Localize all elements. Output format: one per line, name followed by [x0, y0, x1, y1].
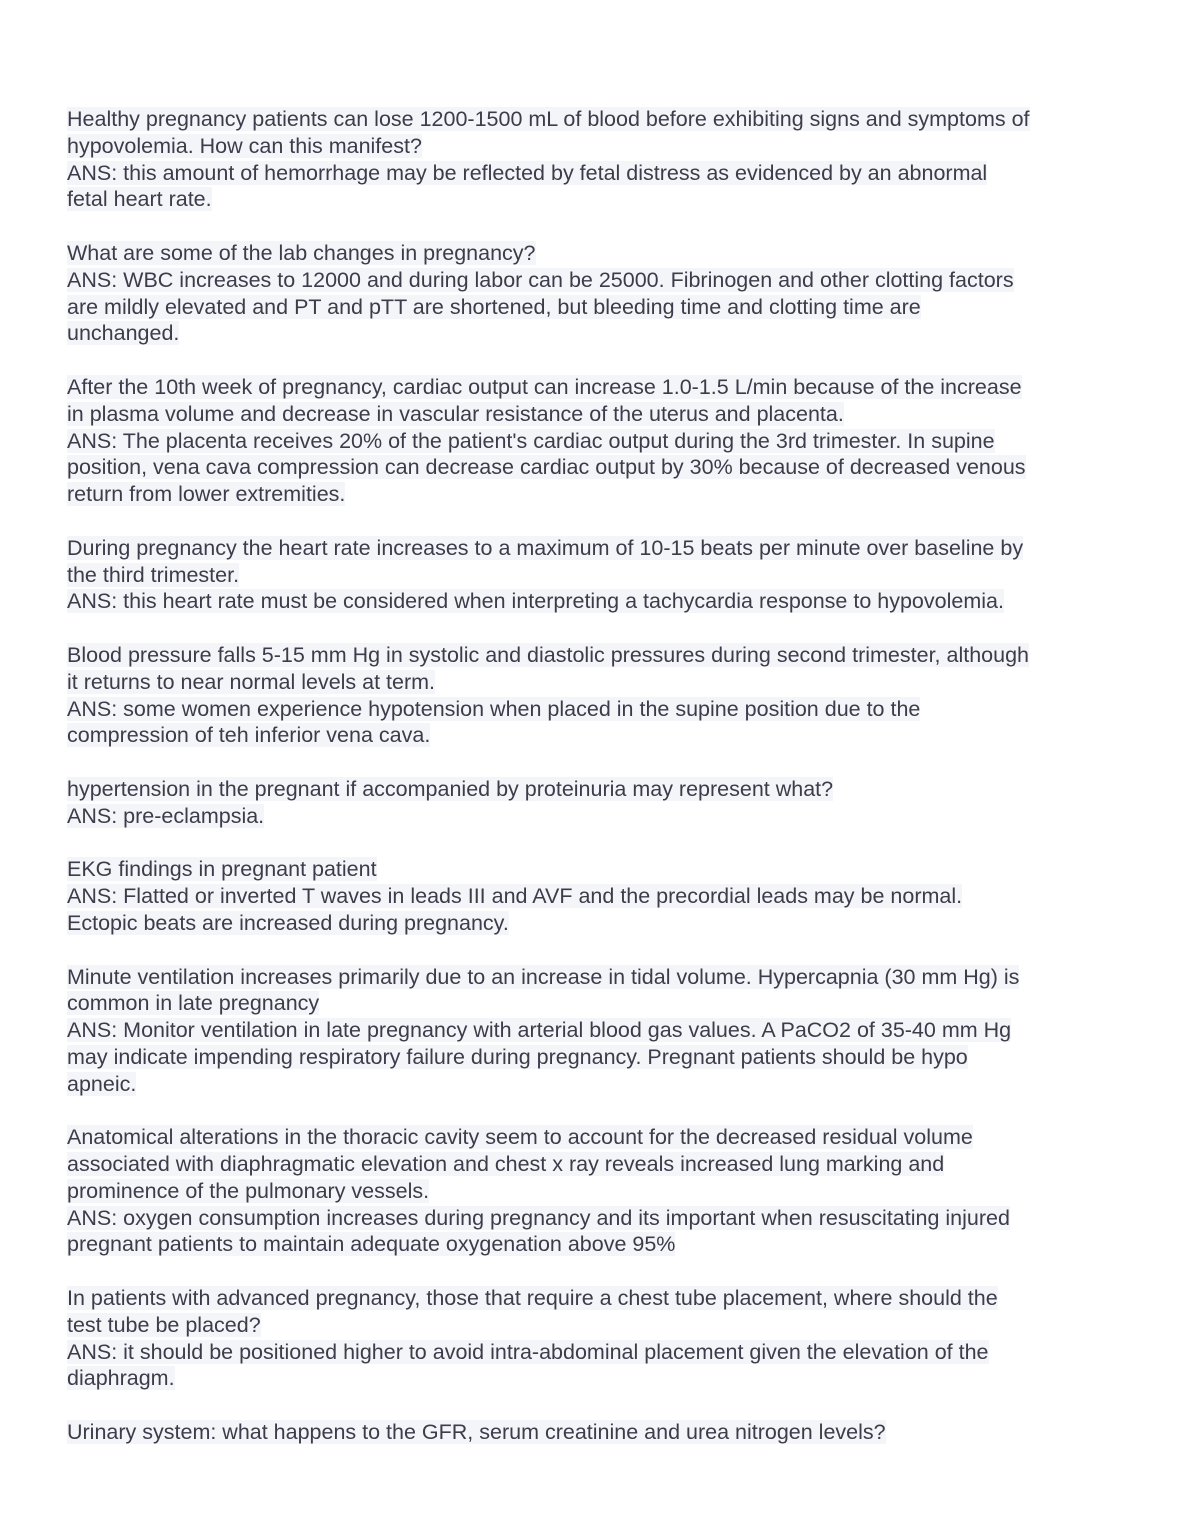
answer-line: Ectopic beats are increased during pregnancy. — [67, 910, 509, 935]
answer-line: position, vena cava compression can decrease cardiac output by 30% because of decreased venous — [67, 455, 1026, 480]
question-line: EKG findings in pregnant patient — [67, 857, 377, 882]
question-line: After the 10th week of pregnancy, cardiac output can increase 1.0-1.5 L/min because of the increase — [67, 374, 1022, 399]
answer-line: ANS: The placenta receives 20% of the patient's cardiac output during the 3rd trimester. In supine — [67, 428, 995, 453]
answer-line: are mildly elevated and PT and pTT are shortened, but bleeding time and clotting time are — [67, 294, 921, 319]
answer-line: ANS: oxygen consumption increases during pregnancy and its important when resuscitating injured — [67, 1205, 1010, 1230]
question-line: the third trimester. — [67, 562, 240, 587]
answer-line: fetal heart rate. — [67, 187, 212, 212]
answer-line: may indicate impending respiratory failure during pregnancy. Pregnant patients should be hypo — [67, 1044, 968, 1069]
qa-item — [67, 1285, 1127, 1392]
question-line: test tube be placed? — [67, 1312, 261, 1337]
question-line: it returns to near normal levels at term. — [67, 669, 436, 694]
answer-line: pregnant patients to maintain adequate oxygenation above 95% — [67, 1232, 676, 1257]
question-line: hypertension in the pregnant if accompanied by proteinuria may represent what? — [67, 776, 834, 801]
qa-item — [67, 1124, 1127, 1258]
qa-item — [67, 964, 1127, 1098]
document-page — [67, 106, 1127, 1473]
answer-line: return from lower extremities. — [67, 482, 346, 507]
qa-item — [67, 106, 1127, 213]
question-line: Blood pressure falls 5-15 mm Hg in systolic and diastolic pressures during second trimester, although — [67, 642, 1029, 667]
answer-line: ANS: some women experience hypotension when placed in the supine position due to the — [67, 696, 921, 721]
answer-line: ANS: WBC increases to 12000 and during labor can be 25000. Fibrinogen and other clotting factors — [67, 267, 1014, 292]
answer-line: ANS: it should be positioned higher to avoid intra-abdominal placement given the elevation of the — [67, 1339, 989, 1364]
question-line: Minute ventilation increases primarily due to an increase in tidal volume. Hypercapnia (30 mm Hg) is — [67, 964, 1020, 989]
answer-line: ANS: this amount of hemorrhage may be reflected by fetal distress as evidenced by an abnormal — [67, 160, 988, 185]
question-line: In patients with advanced pregnancy, those that require a chest tube placement, where should the — [67, 1286, 998, 1311]
answer-line: ANS: pre-eclampsia. — [67, 803, 265, 828]
answer-line: ANS: Monitor ventilation in late pregnancy with arterial blood gas values. A PaCO2 of 35-40 mm Hg — [67, 1018, 1012, 1043]
qa-item — [67, 240, 1127, 347]
qa-item — [67, 642, 1127, 749]
question-line: Urinary system: what happens to the GFR, serum creatinine and urea nitrogen levels? — [67, 1420, 886, 1445]
question-line: hypovolemia. How can this manifest? — [67, 133, 422, 158]
qa-item — [67, 1419, 1127, 1446]
question-line: What are some of the lab changes in pregnancy? — [67, 240, 536, 265]
answer-line: ANS: this heart rate must be considered when interpreting a tachycardia response to hypovolemia. — [67, 589, 1004, 614]
qa-item — [67, 776, 1127, 830]
question-line: associated with diaphragmatic elevation and chest x ray reveals increased lung marking and — [67, 1152, 945, 1177]
qa-item — [67, 374, 1127, 508]
answer-line: apneic. — [67, 1071, 137, 1096]
question-line: in plasma volume and decrease in vascular resistance of the uterus and placenta. — [67, 401, 844, 426]
question-line: During pregnancy the heart rate increases to a maximum of 10-15 beats per minute over baseline by — [67, 535, 1024, 560]
question-line: Healthy pregnancy patients can lose 1200-1500 mL of blood before exhibiting signs and symptoms of — [67, 107, 1030, 131]
qa-item — [67, 856, 1127, 936]
question-line: prominence of the pulmonary vessels. — [67, 1178, 430, 1203]
question-line: Anatomical alterations in the thoracic cavity seem to account for the decreased residual volume — [67, 1125, 973, 1150]
answer-line: unchanged. — [67, 321, 180, 346]
answer-line: compression of teh inferior vena cava. — [67, 723, 431, 748]
qa-item — [67, 535, 1127, 615]
question-line: common in late pregnancy — [67, 991, 320, 1016]
answer-line: diaphragm. — [67, 1366, 175, 1391]
answer-line: ANS: Flatted or inverted T waves in leads III and AVF and the precordial leads may be normal. — [67, 884, 963, 909]
